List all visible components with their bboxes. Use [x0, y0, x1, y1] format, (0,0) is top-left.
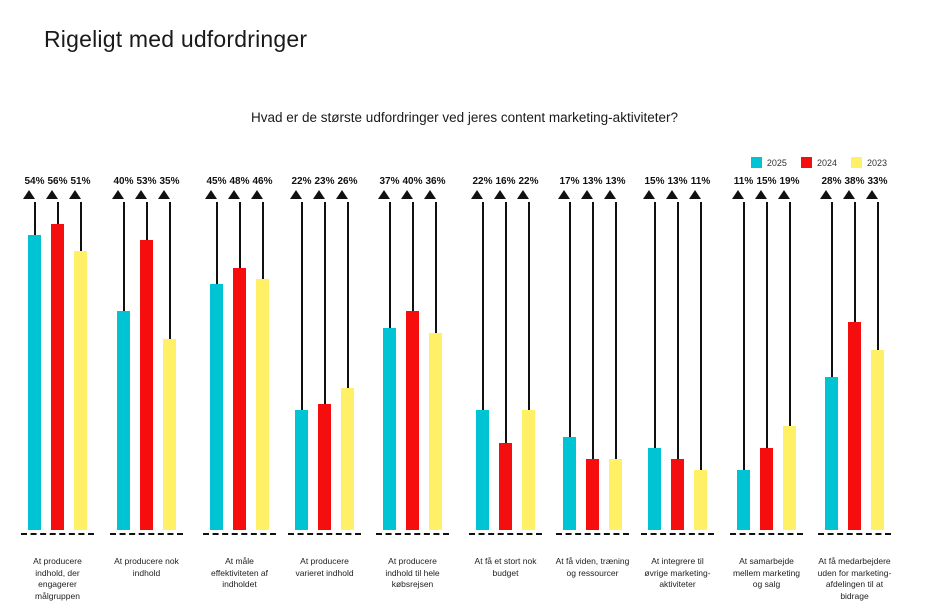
bar-2024 — [318, 202, 331, 530]
bar-rect — [648, 448, 661, 530]
bar-value-label: 28% — [821, 176, 842, 187]
arrow-head-icon — [689, 190, 701, 199]
bar-2025 — [563, 202, 576, 530]
arrow-head-icon — [604, 190, 616, 199]
bar-2024 — [140, 202, 153, 530]
bar-value-label: 53% — [136, 176, 157, 187]
bar-2023 — [341, 202, 354, 530]
reference-dashed-line — [730, 533, 803, 535]
reference-dashed-line — [376, 533, 449, 535]
bar-rect — [694, 470, 707, 530]
bar-group-bars — [295, 202, 367, 530]
bar-rect — [233, 268, 246, 530]
bar-2024 — [51, 202, 64, 530]
bar-value-label: 56% — [47, 176, 68, 187]
bar-value-label: 16% — [495, 176, 516, 187]
bar-2025 — [648, 202, 661, 530]
bar-value-label: 36% — [425, 176, 446, 187]
category-label: At producere indhold til hele købsrejsen — [385, 556, 440, 589]
legend-label-2023: 2023 — [866, 157, 887, 168]
arrow-head-icon — [755, 190, 767, 199]
bar-2025 — [737, 202, 750, 530]
arrow-head-icon — [866, 190, 878, 199]
bar-2023 — [609, 202, 622, 530]
bar-rect — [140, 240, 153, 530]
bar-rect — [783, 426, 796, 530]
arrow-head-icon — [135, 190, 147, 199]
bar-2023 — [694, 202, 707, 530]
arrow-head-icon — [666, 190, 678, 199]
bar-2025 — [117, 202, 130, 530]
bar-group-bars — [476, 202, 548, 530]
arrow-head-icon — [251, 190, 263, 199]
bar-value-label: 33% — [867, 176, 888, 187]
arrow-head-icon — [158, 190, 170, 199]
bar-group-bars — [383, 202, 455, 530]
reference-dashed-line — [641, 533, 714, 535]
bar-rect — [295, 410, 308, 530]
category-label: At integrere til øvrige marketing-aktiviteter — [644, 556, 711, 589]
bar-value-label: 19% — [779, 176, 800, 187]
arrow-head-icon — [69, 190, 81, 199]
bar-group-bars — [825, 202, 897, 530]
bar-value-label: 15% — [644, 176, 665, 187]
reference-dashed-line — [556, 533, 629, 535]
arrow-head-icon — [290, 190, 302, 199]
bar-rect — [563, 437, 576, 530]
bar-value-label: 48% — [229, 176, 250, 187]
bar-rect — [406, 311, 419, 530]
arrow-head-icon — [23, 190, 35, 199]
arrow-head-icon — [581, 190, 593, 199]
bar-value-label: 38% — [844, 176, 865, 187]
bar-group-bars — [737, 202, 809, 530]
arrow-head-icon — [112, 190, 124, 199]
bar-2023 — [163, 202, 176, 530]
arrow-head-icon — [313, 190, 325, 199]
bar-rect — [586, 459, 599, 530]
arrow-head-icon — [820, 190, 832, 199]
arrow-head-icon — [205, 190, 217, 199]
category-label: At producere varieret indhold — [295, 556, 354, 578]
bar-2023 — [783, 202, 796, 530]
bar-value-label: 13% — [605, 176, 626, 187]
bar-2025 — [295, 202, 308, 530]
arrow-head-icon — [401, 190, 413, 199]
bar-2023 — [522, 202, 535, 530]
bar-group — [113, 176, 189, 578]
bar-value-label: 13% — [582, 176, 603, 187]
bar-value-label: 15% — [756, 176, 777, 187]
category-label: At producere indhold, der engagerer målgruppen — [33, 556, 82, 601]
bar-group — [472, 176, 548, 578]
bar-group — [644, 176, 720, 589]
bar-group — [206, 176, 282, 589]
bar-rect — [163, 339, 176, 530]
bar-rect — [671, 459, 684, 530]
bar-rect — [522, 410, 535, 530]
bar-2024 — [760, 202, 773, 530]
arrow-head-icon — [778, 190, 790, 199]
bar-group — [817, 176, 897, 601]
category-label: At få et stort nok budget — [474, 556, 537, 578]
bar-group-bars — [117, 202, 189, 530]
reference-dashed-line — [21, 533, 94, 535]
arrow-head-icon — [558, 190, 570, 199]
bar-rect — [210, 284, 223, 530]
bar-value-label: 26% — [337, 176, 358, 187]
reference-dashed-line — [203, 533, 276, 535]
bar-group — [379, 176, 455, 589]
bar-rect — [341, 388, 354, 530]
category-label: At samarbejde mellem marketing og salg — [732, 556, 801, 589]
bar-2023 — [74, 202, 87, 530]
arrow-head-icon — [494, 190, 506, 199]
arrow-head-icon — [643, 190, 655, 199]
bar-value-label: 40% — [113, 176, 134, 187]
legend-label-2025: 2025 — [766, 157, 787, 168]
bar-2025 — [476, 202, 489, 530]
bar-2024 — [671, 202, 684, 530]
bar-value-label: 22% — [291, 176, 312, 187]
bar-value-label: 22% — [472, 176, 493, 187]
bar-value-label: 54% — [24, 176, 45, 187]
bar-2023 — [429, 202, 442, 530]
bar-rect — [760, 448, 773, 530]
bar-2024 — [586, 202, 599, 530]
chart-subtitle: Hvad er de største udfordringer ved jeres content marketing-aktiviteter? — [251, 110, 678, 125]
reference-dashed-line — [110, 533, 183, 535]
bar-rect — [609, 459, 622, 530]
bar-2025 — [383, 202, 396, 530]
bar-2024 — [406, 202, 419, 530]
reference-dashed-line — [818, 533, 891, 535]
bar-value-label: 40% — [402, 176, 423, 187]
bar-value-label: 17% — [559, 176, 580, 187]
bar-rect — [737, 470, 750, 530]
bar-rect — [51, 224, 64, 530]
bar-group — [555, 176, 635, 578]
page-title: Rigeligt med udfordringer — [44, 26, 308, 52]
bar-rect — [825, 377, 838, 530]
legend-label-2024: 2024 — [816, 157, 837, 168]
bar-group-bars — [210, 202, 282, 530]
arrow-head-icon — [471, 190, 483, 199]
arrow-head-icon — [336, 190, 348, 199]
bar-value-label: 13% — [667, 176, 688, 187]
arrow-head-icon — [517, 190, 529, 199]
bar-group — [24, 176, 100, 601]
arrow-head-icon — [228, 190, 240, 199]
arrow-head-icon — [424, 190, 436, 199]
bar-group — [732, 176, 809, 589]
bar-value-label: 46% — [252, 176, 273, 187]
category-label: At få medarbejdere uden for marketing-afdelingen til at bidrage — [817, 556, 892, 601]
bar-2024 — [233, 202, 246, 530]
bar-rect — [256, 279, 269, 530]
arrow-head-icon — [378, 190, 390, 199]
bar-value-label: 35% — [159, 176, 180, 187]
bar-2025 — [825, 202, 838, 530]
category-label: At måle effektiviteten af indholdet — [210, 556, 269, 589]
bar-rect — [871, 350, 884, 530]
bar-2023 — [256, 202, 269, 530]
bar-rect — [383, 328, 396, 530]
arrow-head-icon — [46, 190, 58, 199]
bar-value-label: 51% — [70, 176, 91, 187]
bar-2025 — [210, 202, 223, 530]
bar-rect — [476, 410, 489, 530]
arrow-head-icon — [732, 190, 744, 199]
bar-2025 — [28, 202, 41, 530]
bar-rect — [318, 404, 331, 530]
bar-rect — [499, 443, 512, 530]
bar-rect — [117, 311, 130, 530]
bar-rect — [28, 235, 41, 530]
bar-2024 — [848, 202, 861, 530]
arrow-head-icon — [843, 190, 855, 199]
bar-value-label: 22% — [518, 176, 539, 187]
reference-dashed-line — [469, 533, 542, 535]
reference-dashed-line — [288, 533, 361, 535]
bar-2023 — [871, 202, 884, 530]
bar-2024 — [499, 202, 512, 530]
bar-rect — [74, 251, 87, 530]
bar-value-label: 37% — [379, 176, 400, 187]
bar-value-label: 23% — [314, 176, 335, 187]
bar-group-bars — [563, 202, 635, 530]
category-label: At producere nok indhold — [114, 556, 179, 578]
bar-group-bars — [28, 202, 100, 530]
bar-rect — [848, 322, 861, 530]
bar-value-label: 11% — [690, 176, 711, 187]
category-label: At få viden, træning og ressourcer — [555, 556, 630, 578]
bar-value-label: 11% — [733, 176, 754, 187]
bar-rect — [429, 333, 442, 530]
bar-value-label: 45% — [206, 176, 227, 187]
bar-group — [291, 176, 367, 578]
bar-group-bars — [648, 202, 720, 530]
